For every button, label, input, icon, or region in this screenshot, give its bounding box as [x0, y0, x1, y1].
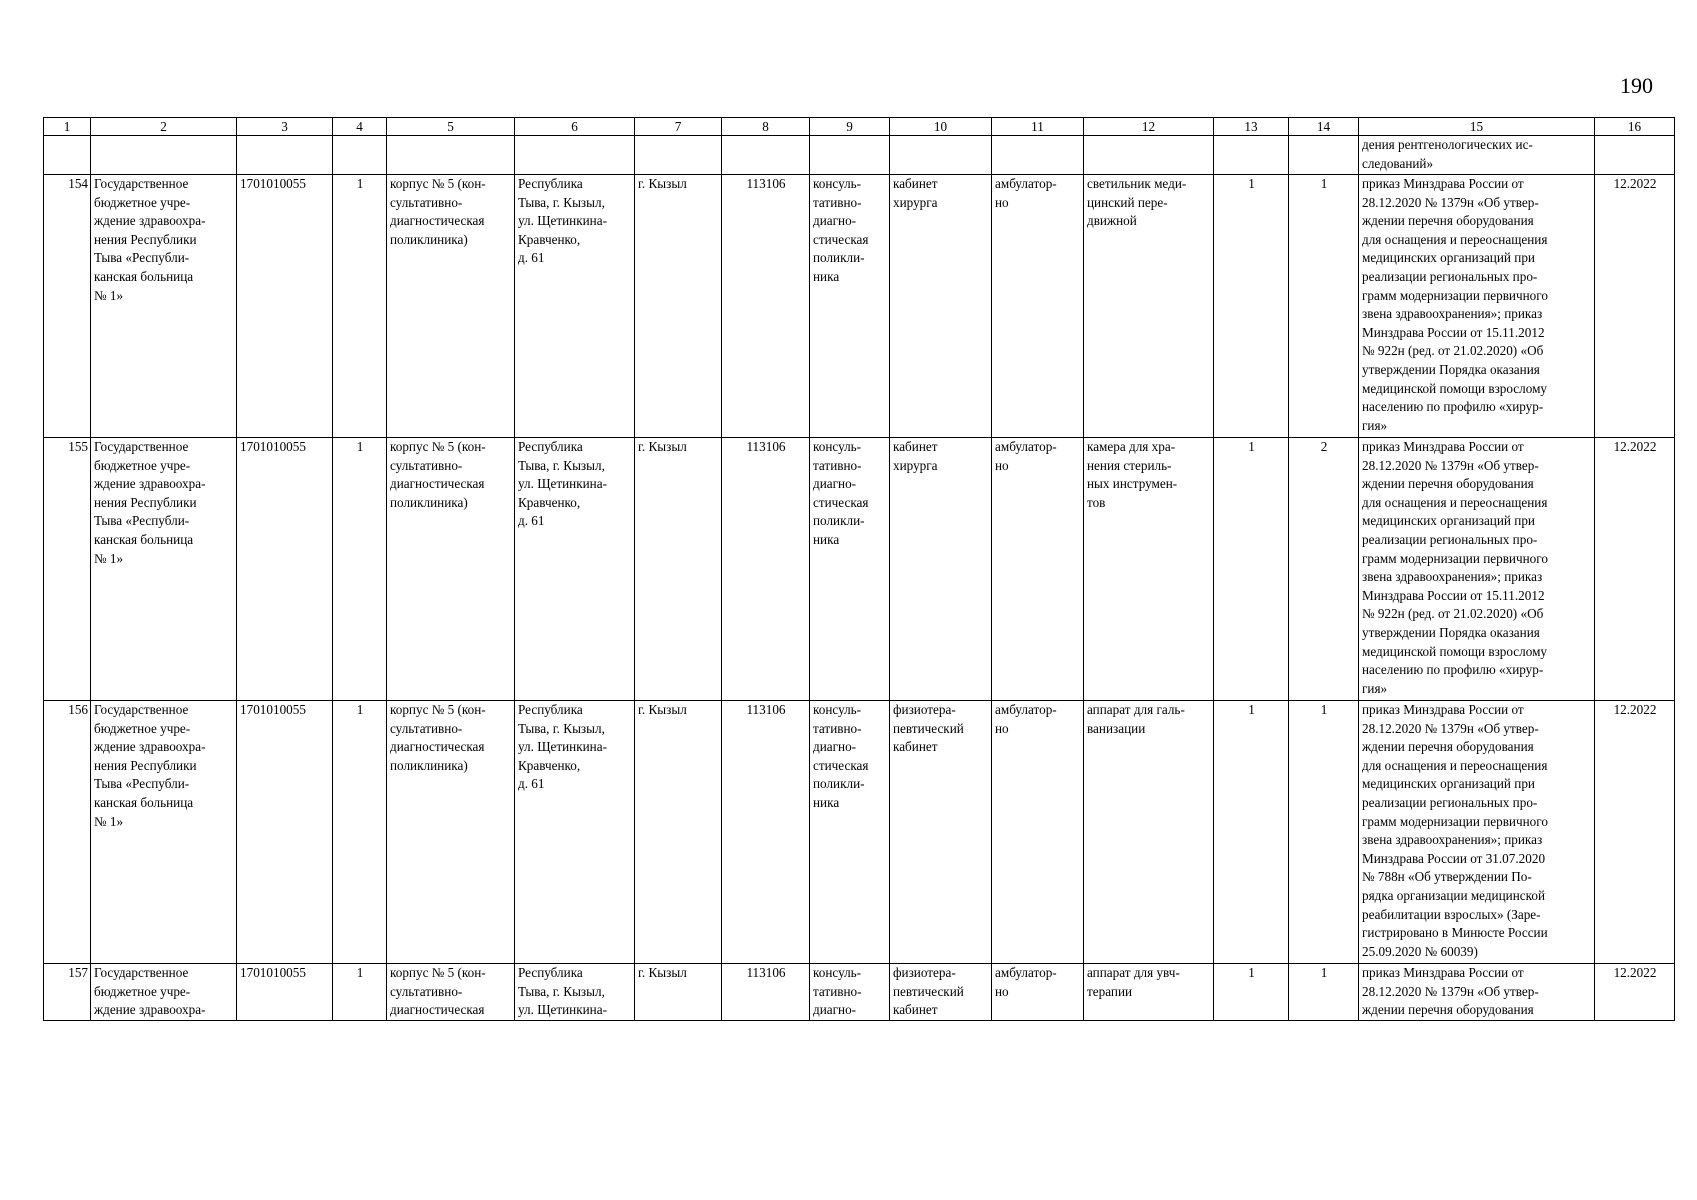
- legal-basis-cell: приказ Минздрава России от 28.12.2020 № 1379н «Об утвер- ждении перечня оборудования для оснащения и переоснащения медицинских организаций при реализации региональных про- грамм модернизации первичного звена здравоохранения»; приказ Минздрава России от 15.11.2012 № 922н (ред. от 21.02.2020) «Об утверждении Порядка оказания медицинской помощи взрослому населению по профилю «хирур- гия»: [1359, 175, 1595, 438]
- column-header: 16: [1595, 118, 1675, 136]
- equipment-cell: аппарат для галь- ванизации: [1084, 701, 1214, 964]
- count-cell: 1: [333, 175, 387, 438]
- code-cell: 1701010055: [237, 701, 333, 964]
- city-cell: г. Кызыл: [635, 175, 722, 438]
- table-row: [44, 701, 1675, 964]
- organization-cell: Государственное бюджетное учре- ждение здравоохра- нения Республики Тыва «Республи- канская больница № 1»: [91, 438, 237, 701]
- column-header: 11: [992, 118, 1084, 136]
- column-header: 15: [1359, 118, 1595, 136]
- equipment-cell: светильник меди- цинский пере- движной: [1084, 175, 1214, 438]
- building-cell: корпус № 5 (кон- сультативно- диагностическая поликлиника): [387, 438, 515, 701]
- quantity2-cell: 1: [1289, 175, 1359, 438]
- quantity-cell: 1: [1214, 175, 1289, 438]
- address-cell: Республика Тыва, г. Кызыл, ул. Щетинкина-: [515, 964, 635, 1021]
- column-header: 4: [333, 118, 387, 136]
- count-cell: 1: [333, 964, 387, 1021]
- city-cell: г. Кызыл: [635, 438, 722, 701]
- organization-cell: Государственное бюджетное учре- ждение здравоохра- нения Республики Тыва «Республи- канская больница № 1»: [91, 175, 237, 438]
- date-cell: 12.2022: [1595, 701, 1675, 964]
- date-cell: 12.2022: [1595, 964, 1675, 1021]
- column-header: 3: [237, 118, 333, 136]
- table-row: [44, 175, 1675, 438]
- room-cell: физиотера- певтический кабинет: [890, 964, 992, 1021]
- date-cell: 12.2022: [1595, 438, 1675, 701]
- table-row: [44, 964, 1675, 1021]
- quantity2-cell: 1: [1289, 701, 1359, 964]
- room-cell: кабинет хирурга: [890, 175, 992, 438]
- legal-basis-cell: приказ Минздрава России от 28.12.2020 № 1379н «Об утвер- ждении перечня оборудования: [1359, 964, 1595, 1021]
- legal-basis-cell: приказ Минздрава России от 28.12.2020 № 1379н «Об утвер- ждении перечня оборудования для оснащения и переоснащения медицинских организаций при реализации региональных про- грамм модернизации первичного звена здравоохранения»; приказ Минздрава России от 15.11.2012 № 922н (ред. от 21.02.2020) «Об утверждении Порядка оказания медицинской помощи взрослому населению по профилю «хирур- гия»: [1359, 438, 1595, 701]
- code2-cell: 113106: [722, 175, 810, 438]
- page-number: 190: [1620, 73, 1653, 98]
- building-cell: корпус № 5 (кон- сультативно- диагностическая поликлиника): [387, 701, 515, 964]
- equipment-table: [43, 117, 1675, 1021]
- organization-cell: Государственное бюджетное учре- ждение здравоохра-: [91, 964, 237, 1021]
- column-header: 2: [91, 118, 237, 136]
- address-cell: Республика Тыва, г. Кызыл, ул. Щетинкина- Кравченко, д. 61: [515, 438, 635, 701]
- column-header: 13: [1214, 118, 1289, 136]
- table-row: [44, 438, 1675, 701]
- department-cell: консуль- тативно- диагно-: [810, 964, 890, 1021]
- row-number-cell: 156: [44, 701, 91, 964]
- care-type-cell: амбулатор- но: [992, 175, 1084, 438]
- code-cell: 1701010055: [237, 175, 333, 438]
- building-cell: корпус № 5 (кон- сультативно- диагностическая: [387, 964, 515, 1021]
- code2-cell: 113106: [722, 701, 810, 964]
- legal-basis-cell: дения рентгенологических ис- следований»: [1359, 136, 1595, 175]
- count-cell: 1: [333, 701, 387, 964]
- code-cell: 1701010055: [237, 438, 333, 701]
- department-cell: консуль- тативно- диагно- стическая поликли- ника: [810, 438, 890, 701]
- header-row: [44, 118, 1675, 136]
- continuation-row: [44, 136, 1675, 175]
- row-number-cell: 154: [44, 175, 91, 438]
- city-cell: г. Кызыл: [635, 964, 722, 1021]
- equipment-cell: аппарат для увч- терапии: [1084, 964, 1214, 1021]
- quantity-cell: 1: [1214, 438, 1289, 701]
- quantity-cell: 1: [1214, 964, 1289, 1021]
- column-header: 9: [810, 118, 890, 136]
- room-cell: кабинет хирурга: [890, 438, 992, 701]
- column-header: 14: [1289, 118, 1359, 136]
- equipment-cell: камера для хра- нения стериль- ных инструмен- тов: [1084, 438, 1214, 701]
- column-header: 10: [890, 118, 992, 136]
- quantity2-cell: 2: [1289, 438, 1359, 701]
- count-cell: 1: [333, 438, 387, 701]
- column-header: 8: [722, 118, 810, 136]
- code2-cell: 113106: [722, 438, 810, 701]
- code2-cell: 113106: [722, 964, 810, 1021]
- column-header: 12: [1084, 118, 1214, 136]
- organization-cell: Государственное бюджетное учре- ждение здравоохра- нения Республики Тыва «Республи- канская больница № 1»: [91, 701, 237, 964]
- column-header: 6: [515, 118, 635, 136]
- care-type-cell: амбулатор- но: [992, 438, 1084, 701]
- column-header: 1: [44, 118, 91, 136]
- care-type-cell: амбулатор- но: [992, 701, 1084, 964]
- address-cell: Республика Тыва, г. Кызыл, ул. Щетинкина- Кравченко, д. 61: [515, 175, 635, 438]
- room-cell: физиотера- певтический кабинет: [890, 701, 992, 964]
- quantity-cell: 1: [1214, 701, 1289, 964]
- column-header: 7: [635, 118, 722, 136]
- date-cell: 12.2022: [1595, 175, 1675, 438]
- address-cell: Республика Тыва, г. Кызыл, ул. Щетинкина- Кравченко, д. 61: [515, 701, 635, 964]
- department-cell: консуль- тативно- диагно- стическая поликли- ника: [810, 175, 890, 438]
- legal-basis-cell: приказ Минздрава России от 28.12.2020 № 1379н «Об утвер- ждении перечня оборудования для оснащения и переоснащения медицинских организаций при реализации региональных про- грамм модернизации первичного звена здравоохранения»; приказ Минздрава России от 31.07.2020 № 788н «Об утверждении По- рядка организации медицинской реабилитации взрослых» (Заре- гистрировано в Минюсте России 25.09.2020 № 60039): [1359, 701, 1595, 964]
- row-number-cell: 155: [44, 438, 91, 701]
- column-header: 5: [387, 118, 515, 136]
- building-cell: корпус № 5 (кон- сультативно- диагностическая поликлиника): [387, 175, 515, 438]
- quantity2-cell: 1: [1289, 964, 1359, 1021]
- department-cell: консуль- тативно- диагно- стическая поликли- ника: [810, 701, 890, 964]
- row-number-cell: 157: [44, 964, 91, 1021]
- city-cell: г. Кызыл: [635, 701, 722, 964]
- code-cell: 1701010055: [237, 964, 333, 1021]
- care-type-cell: амбулатор- но: [992, 964, 1084, 1021]
